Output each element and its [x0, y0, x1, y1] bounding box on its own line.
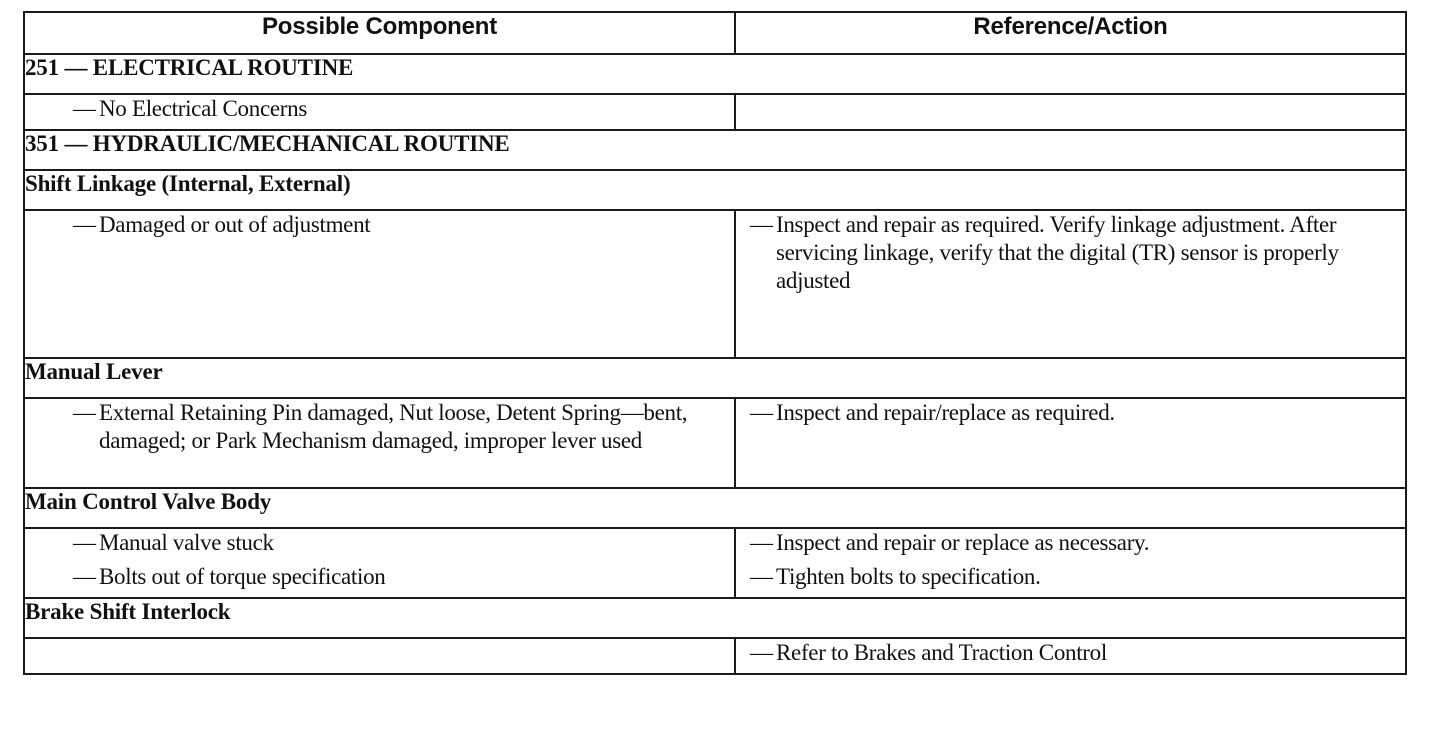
- table-row: [24, 398, 1406, 488]
- dash-mark: —: [750, 212, 773, 237]
- section-row-manual-lever: [24, 358, 1406, 398]
- action-text: Inspect and repair or replace as necessary.: [776, 530, 1150, 555]
- action-cell: [735, 398, 1406, 488]
- table-row: [24, 528, 1406, 598]
- diagnosis-table: [23, 11, 1407, 675]
- component-cell: [24, 398, 735, 488]
- table-row: [24, 638, 1406, 674]
- dash-mark: —: [750, 400, 773, 425]
- action-cell: [735, 528, 1406, 598]
- section-title-shift-linkage: Shift Linkage (Internal, External): [24, 170, 1406, 210]
- action-cell: [735, 638, 1406, 674]
- header-possible-component: Possible Component: [24, 12, 735, 54]
- dash-mark: —: [73, 530, 96, 555]
- dash-mark: —: [750, 564, 773, 589]
- component-text: No Electrical Concerns: [99, 96, 307, 121]
- dash-mark: —: [73, 400, 96, 425]
- component-cell-empty: [24, 638, 735, 674]
- dash-mark: —: [73, 96, 96, 121]
- action-cell: [735, 210, 1406, 358]
- section-title-manual-lever: Manual Lever: [24, 358, 1406, 398]
- section-title-hydraulic-mechanical-routine: 351 — HYDRAULIC/MECHANICAL ROUTINE: [24, 130, 1406, 170]
- action-cell-empty: [735, 94, 1406, 130]
- section-title-main-control-valve-body: Main Control Valve Body: [24, 488, 1406, 528]
- action-text: Tighten bolts to specification.: [776, 564, 1041, 589]
- action-text: Refer to Brakes and Traction Control: [776, 640, 1107, 665]
- action-text: Inspect and repair/replace as required.: [776, 400, 1115, 425]
- component-cell: [24, 528, 735, 598]
- table-row: [24, 94, 1406, 130]
- section-row-brake-shift-interlock: [24, 598, 1406, 638]
- section-row-main-control-valve-body: [24, 488, 1406, 528]
- section-row-251: [24, 54, 1406, 94]
- section-title-electrical-routine: 251 — ELECTRICAL ROUTINE: [24, 54, 1406, 94]
- action-text: Inspect and repair as required. Verify linkage adjustment. After servicing linkage, verify that the digital (TR) sensor is properly adjusted: [776, 212, 1339, 293]
- component-text: External Retaining Pin damaged, Nut loose, Detent Spring—bent, damaged; or Park Mechanism damaged, improper lever used: [99, 400, 688, 453]
- header-row: [24, 12, 1406, 54]
- section-row-shift-linkage: [24, 170, 1406, 210]
- dash-mark: —: [73, 212, 96, 237]
- dash-mark: —: [750, 640, 773, 665]
- dash-mark: —: [750, 530, 773, 555]
- component-text: Bolts out of torque specification: [99, 564, 386, 589]
- section-title-brake-shift-interlock: Brake Shift Interlock: [24, 598, 1406, 638]
- table-row: [24, 210, 1406, 358]
- component-cell: [24, 210, 735, 358]
- dash-mark: —: [73, 564, 96, 589]
- component-text: Damaged or out of adjustment: [99, 212, 371, 237]
- component-cell: [24, 94, 735, 130]
- component-text: Manual valve stuck: [99, 530, 274, 555]
- header-reference-action: Reference/Action: [735, 12, 1406, 54]
- section-row-351: [24, 130, 1406, 170]
